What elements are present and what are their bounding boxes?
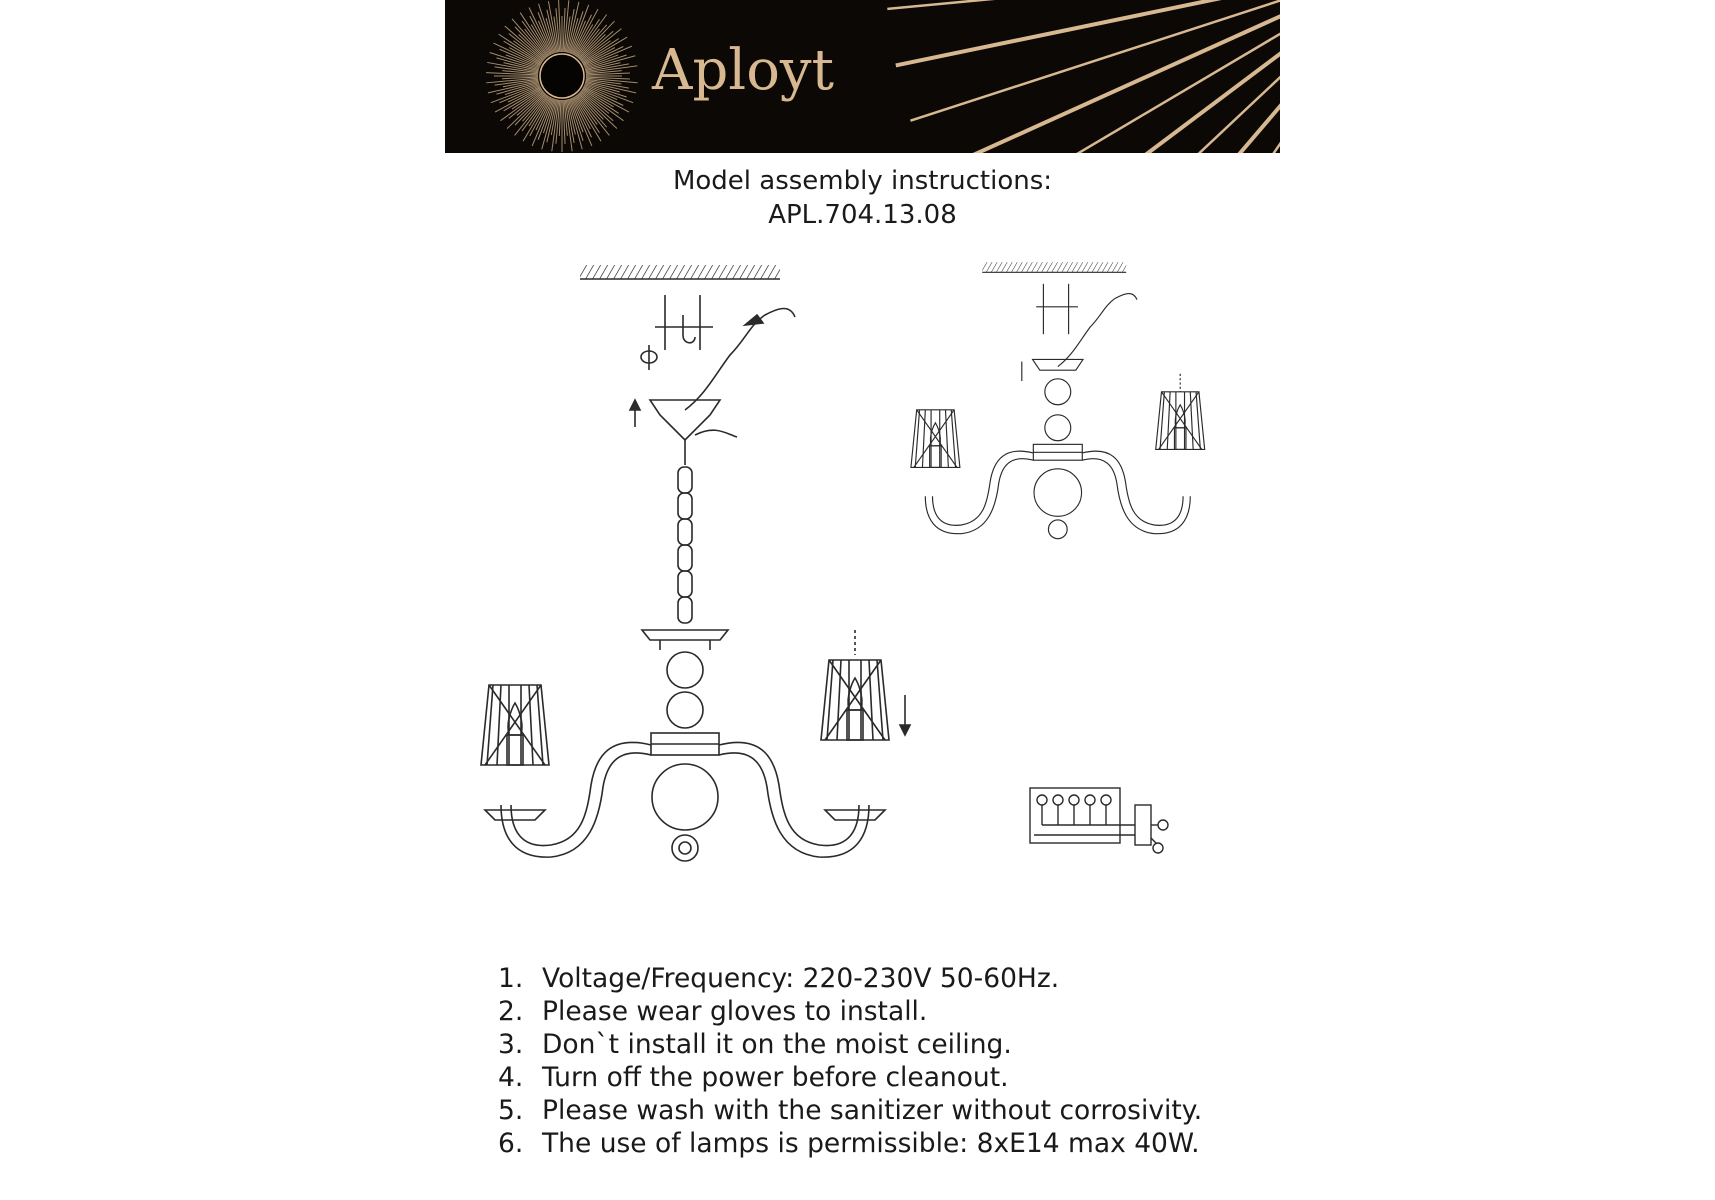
model-number: APL.704.13.08: [768, 200, 957, 230]
document-title: Model assembly instructions:: [672, 166, 1053, 196]
chain: [678, 467, 692, 623]
right-sunburst: [885, 0, 1280, 153]
main-chandelier-diagram: [481, 265, 910, 861]
document-title-block: [445, 164, 1280, 232]
list-item: 6. The use of lamps is permissible: 8xE14 max 40W.: [498, 1128, 1200, 1159]
brand-logo: Aployt: [652, 38, 835, 103]
sunburst-graphic: [445, 0, 1280, 153]
secondary-chandelier-diagram: [911, 262, 1205, 538]
brand-banner: [445, 0, 1280, 153]
instruction-notes: [498, 962, 1202, 1160]
list-item: 4. Turn off the power before cleanout.: [498, 1062, 1009, 1093]
sun-disc-icon: [540, 54, 584, 98]
list-item: 2. Please wear gloves to install.: [498, 996, 928, 1027]
wiring-diagram: [1020, 780, 1180, 860]
list-item: 5. Please wash with the sanitizer without corrosivity.: [498, 1095, 1203, 1126]
list-item: 1. Voltage/Frequency: 220-230V 50-60Hz.: [498, 963, 1060, 994]
list-item: 3. Don`t install it on the moist ceiling.: [498, 1029, 1012, 1060]
